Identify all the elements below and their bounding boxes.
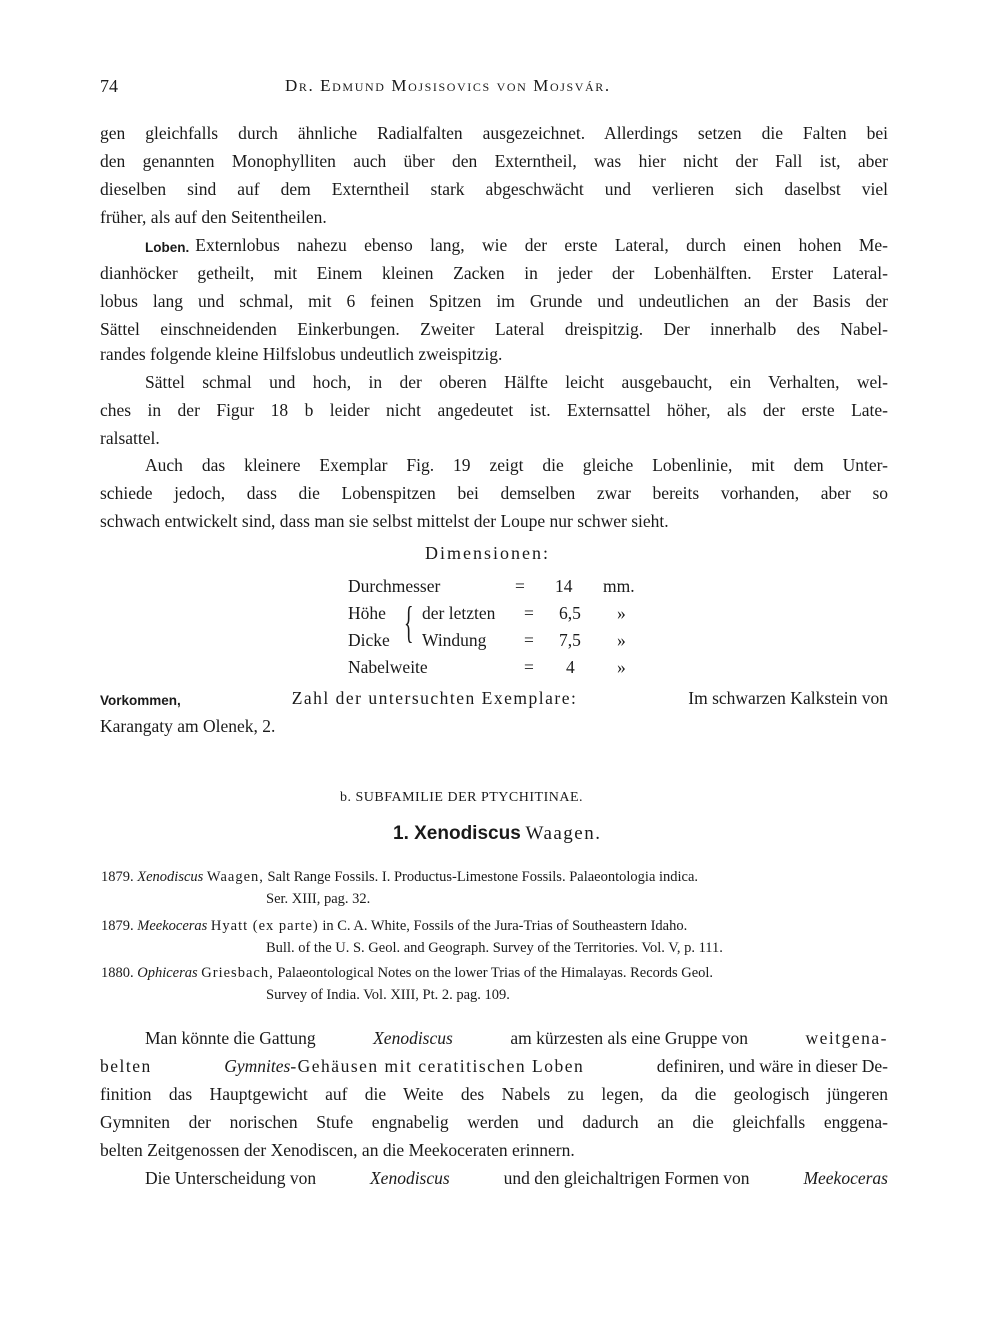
text-span-spaced: -Gehäusen mit ceratitischen Loben (290, 1056, 585, 1076)
text-line: Sättel schmal und hoch, in der oberen Hälfte leicht ausgebaucht, ein Verhalten, wel- (145, 372, 888, 392)
subfamily-heading: b. SUBFAMILIE DER PTYCHITINAE. (340, 790, 584, 805)
syn-year: 1879. (101, 918, 134, 934)
text-span: definiren, und wäre in dieser De- (656, 1056, 888, 1076)
syn-year: 1880. (101, 965, 134, 981)
synonymy-entry (101, 866, 891, 888)
dim-eq: = (515, 576, 525, 596)
synonymy-entry (101, 962, 891, 984)
syn-author: Waagen, (206, 869, 264, 885)
syn-genus: Ophiceras (137, 965, 198, 981)
text-line: schwach entwickelt sind, dass man sie selbst mittelst der Loupe nur schwer sieht. (100, 511, 669, 531)
syn-author: Hyatt (ex parte) (210, 918, 319, 934)
text-line: ches in der Figur 18 b leider nicht angedeutet ist. Externsattel höher, als der erste Late- (100, 400, 888, 420)
syn-text: in C. A. White, Fossils of the Jura-Trias of Southeastern Idaho. (322, 918, 688, 934)
text-span: Die Unterscheidung von (145, 1168, 317, 1188)
text-line (145, 1165, 888, 1191)
text-group (224, 1053, 584, 1079)
text-line (100, 1053, 888, 1079)
synonymy-cont: Survey of India. Vol. XIII, Pt. 2. pag. 109. (266, 987, 510, 1003)
genus-italic: Xenodiscus (369, 1168, 450, 1188)
text-line: dieselben sind auf dem Externtheil stark abgeschwächt und verlieren sich daselbst viel (100, 179, 888, 199)
text-line: Auch das kleinere Exemplar Fig. 19 zeigt die gleiche Lobenlinie, mit dem Unter- (145, 455, 888, 475)
running-title: Dr. Edmund Mojsisovics von Mojsvár. (285, 76, 611, 95)
text-line: früher, als auf den Seitentheilen. (100, 207, 327, 227)
dim-eq: = (524, 603, 534, 623)
text-span-spaced: weitgena- (805, 1028, 888, 1048)
text-line (145, 1025, 888, 1051)
genus-italic: Meekoceras (803, 1168, 888, 1188)
text-line: lobus lang und schmal, mit 6 feinen Spitzen im Grunde und undeutlichen an der Basis der (100, 291, 888, 311)
synonymy-cont: Ser. XIII, pag. 32. (266, 891, 371, 907)
vorkommen-line (100, 685, 888, 714)
dim-eq: = (524, 657, 534, 677)
text-line: schiede jedoch, dass die Lobenspitzen bei demselben zwar bereits vorhanden, aber so (100, 483, 888, 503)
text-line: randes folgende kleine Hilfslobus undeutlich zweispitzig. (100, 344, 503, 364)
text-line: den genannten Monophylliten auch über den Externtheil, was hier nicht der Fall ist, aber (100, 151, 888, 171)
dim-unit: » (617, 630, 626, 650)
page-number: 74 (100, 76, 118, 96)
syn-text: Salt Range Fossils. I. Productus-Limestone Fossils. Palaeontologia indica. (267, 869, 699, 885)
vorkommen-spaced: Zahl der untersuchten Exemplare: (291, 688, 578, 708)
synonymy-cont: Bull. of the U. S. Geol. and Geograph. Survey of the Territories. Vol. V, p. 111. (266, 940, 723, 956)
text-span: am kürzesten als eine Gruppe von (510, 1028, 748, 1048)
dim-value: 4 (566, 657, 575, 677)
dim-label: Dicke (348, 630, 390, 650)
brace-glyph: { (404, 598, 414, 647)
text-line: Gymniten der norischen Stufe engnabelig werden und dadurch an die gleichfalls enggena- (100, 1112, 888, 1132)
text-line: gen gleichfalls durch ähnliche Radialfalten ausgezeichnet. Allerdings setzen die Falten bei (100, 123, 888, 143)
text-line: Sättel einschneidenden Einkerbungen. Zweiter Lateral dreispitzig. Der innerhalb des Nabel- (100, 319, 888, 339)
loben-label: Loben. (145, 240, 190, 255)
vorkommen-label: Vorkommen, (100, 693, 181, 708)
dim-label: Durchmesser (348, 576, 441, 596)
text-span: Man könnte die Gattung (145, 1028, 316, 1048)
syn-genus: Xenodiscus (137, 869, 204, 885)
text-line: finition das Hauptgewicht auf die Weite des Nabels zu legen, da die geologisch jüngeren (100, 1084, 888, 1104)
dim-eq: = (524, 630, 534, 650)
syn-genus: Meekoceras (137, 918, 208, 934)
text-span: und den gleichaltrigen Formen von (503, 1168, 750, 1188)
genus-italic: Gymnites (224, 1056, 291, 1076)
text-line: Karangaty am Olenek, 2. (100, 716, 276, 736)
syn-author: Griesbach, (201, 965, 274, 981)
syn-text: Palaeontological Notes on the lower Trias of the Himalayas. Records Geol. (277, 965, 714, 981)
dim-value: 14 (555, 576, 573, 596)
text-line: Externlobus nahezu ebenso lang, wie der erste Lateral, durch einen hohen Me- (195, 235, 888, 255)
genus-name: 1. Xenodiscus (393, 823, 521, 844)
dimensions-title: Dimensionen: (425, 543, 550, 563)
dim-unit: mm. (603, 576, 635, 596)
text-span-spaced: belten (100, 1056, 152, 1076)
text-line: dianhöcker getheilt, mit Einem kleinen Zacken in jeder der Lobenhälften. Erster Lateral- (100, 263, 888, 283)
text-line: ralsattel. (100, 428, 160, 448)
genus-heading (393, 823, 602, 845)
vorkommen-rest: Im schwarzen Kalkstein von (688, 688, 888, 708)
dim-label-2: Windung (422, 630, 487, 650)
dim-value: 7,5 (559, 630, 581, 650)
syn-year: 1879. (101, 869, 134, 885)
dim-label-2: der letzten (422, 603, 496, 623)
genus-italic: Xenodiscus (373, 1028, 453, 1048)
genus-author: Waagen. (525, 823, 602, 844)
synonymy-entry (101, 915, 891, 937)
loben-first-line (145, 232, 888, 261)
dim-unit: » (617, 657, 626, 677)
dim-unit: » (617, 603, 626, 623)
dim-label: Höhe (348, 603, 386, 623)
dim-value: 6,5 (559, 603, 581, 623)
text-line: belten Zeitgenossen der Xenodiscen, an die Meekoceraten erinnern. (100, 1140, 575, 1160)
dim-label: Nabelweite (348, 657, 428, 677)
